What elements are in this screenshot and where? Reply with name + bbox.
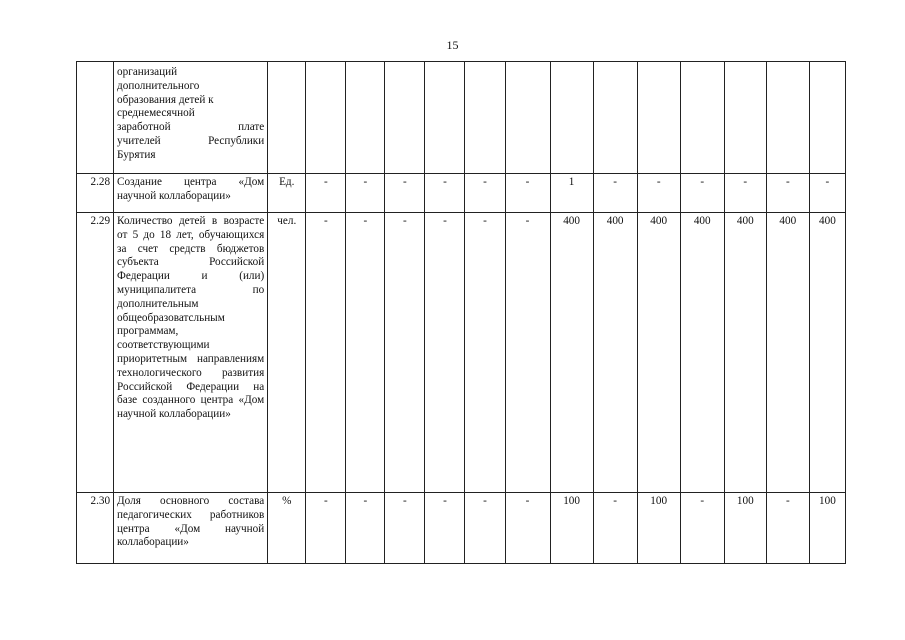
table-cell: 400 [550, 213, 593, 493]
table-cell: - [385, 213, 425, 493]
table-cell: 400 [593, 213, 637, 493]
row-description: Доля основного состава педагогических работников центра «Дом научной коллаборации» [114, 493, 268, 564]
row-unit: % [268, 493, 306, 564]
row-description: Создание центра «Дом научной коллаборации» [114, 174, 268, 213]
table-cell: - [724, 174, 766, 213]
table-cell: - [593, 493, 637, 564]
table-cell: - [425, 493, 465, 564]
table-cell [306, 62, 346, 174]
table-cell: - [766, 174, 809, 213]
table-cell: - [346, 493, 385, 564]
table-cell: 400 [637, 213, 680, 493]
row-number: 2.29 [77, 213, 114, 493]
table-cell: 100 [809, 493, 845, 564]
table-cell [346, 62, 385, 174]
table-cell: - [385, 174, 425, 213]
row-description: Количество детей в возрасте от 5 до 18 лет, обучающихся за счет средств бюджетов субъекта Российской Федерации и (или) муниципалитета по дополнительным общеобразоватсльным программам, соответствующими приоритетным направлениям технологического развития Российской Федерации на базе созданного центра «Дом научной коллаборации» [114, 213, 268, 493]
table-cell [465, 62, 505, 174]
row-unit [268, 62, 306, 174]
row-number: 2.30 [77, 493, 114, 564]
table-cell: - [385, 493, 425, 564]
table-cell: - [505, 493, 550, 564]
table-cell [724, 62, 766, 174]
table-row [77, 493, 846, 564]
table-cell [550, 62, 593, 174]
table-cell: - [425, 213, 465, 493]
table-cell: - [346, 174, 385, 213]
table-cell: - [680, 493, 724, 564]
table-cell: 100 [637, 493, 680, 564]
table-cell [505, 62, 550, 174]
table-row [77, 62, 846, 174]
table-cell: 400 [809, 213, 845, 493]
table-cell: - [766, 493, 809, 564]
row-number: 2.28 [77, 174, 114, 213]
row-description: организаций дополнительного образования детей к среднемесячной заработной плате учителей Республики Бурятия [114, 62, 268, 174]
table-cell: 1 [550, 174, 593, 213]
table-cell [680, 62, 724, 174]
table-row [77, 213, 846, 493]
table-row [77, 174, 846, 213]
row-unit: чел. [268, 213, 306, 493]
table-cell [766, 62, 809, 174]
table-cell: - [465, 213, 505, 493]
table-cell: - [425, 174, 465, 213]
row-number [77, 62, 114, 174]
page-number: 15 [446, 38, 459, 52]
row-unit: Ед. [268, 174, 306, 213]
table-cell: - [680, 174, 724, 213]
table-cell: - [306, 213, 346, 493]
indicators-table [76, 61, 846, 564]
table-cell: - [465, 174, 505, 213]
table-cell: 400 [724, 213, 766, 493]
table-cell: - [505, 174, 550, 213]
table-cell [385, 62, 425, 174]
table-cell: - [465, 493, 505, 564]
table-cell [593, 62, 637, 174]
table-cell: 400 [766, 213, 809, 493]
table-cell: - [593, 174, 637, 213]
table-cell [637, 62, 680, 174]
table-cell [809, 62, 845, 174]
table-cell: 100 [724, 493, 766, 564]
table-cell [425, 62, 465, 174]
table-cell: - [809, 174, 845, 213]
table-cell: - [306, 493, 346, 564]
table-cell: - [637, 174, 680, 213]
table-cell: - [346, 213, 385, 493]
table-cell: - [505, 213, 550, 493]
table-cell: 100 [550, 493, 593, 564]
table-cell: 400 [680, 213, 724, 493]
table-cell: - [306, 174, 346, 213]
